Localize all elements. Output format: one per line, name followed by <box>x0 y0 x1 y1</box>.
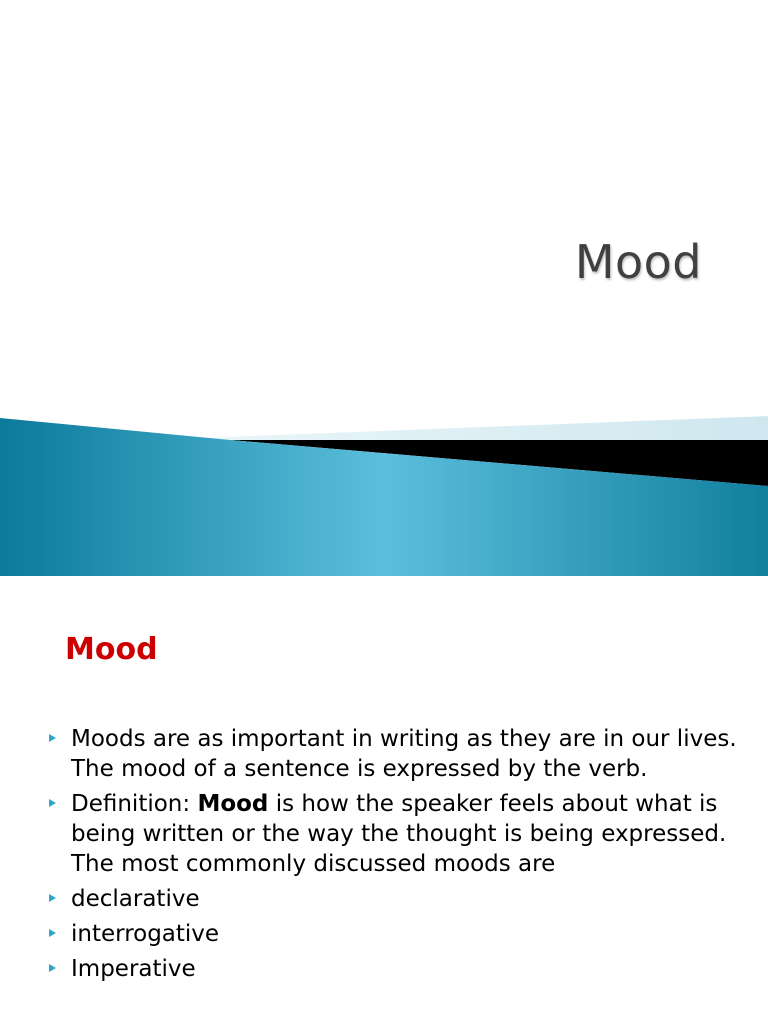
bullet-text: Imperative <box>71 956 196 982</box>
right-triangle-bullet-icon <box>49 964 56 972</box>
bullet-text-prefix: Definition: <box>71 791 198 817</box>
slide-heading: Mood <box>65 632 158 667</box>
bullet-item <box>47 789 747 879</box>
right-triangle-bullet-icon <box>49 894 56 902</box>
bullet-text-suffix: is how the speaker feels about what is being written or the way the thought is being expressed. The most commonly discussed moods are <box>71 791 727 877</box>
right-triangle-bullet-icon <box>49 799 56 807</box>
bullet-item <box>47 919 747 949</box>
right-triangle-bullet-icon <box>49 734 56 742</box>
bullet-item <box>47 724 747 784</box>
bullet-text: interrogative <box>71 921 220 947</box>
bullet-item <box>47 954 747 984</box>
band-pale-stripe <box>200 416 768 440</box>
bullet-list <box>47 724 747 989</box>
bullet-text-bold: Mood <box>197 791 269 817</box>
right-triangle-bullet-icon <box>49 929 56 937</box>
slide-title: Mood <box>574 235 702 289</box>
bullet-item <box>47 884 747 914</box>
content-slide <box>0 576 768 1024</box>
bullet-text: Moods are as important in writing as they are in our lives. The mood of a sentence is expressed by the verb. <box>71 726 737 782</box>
decorative-wave-band <box>0 410 768 576</box>
bullet-text: declarative <box>71 886 200 912</box>
